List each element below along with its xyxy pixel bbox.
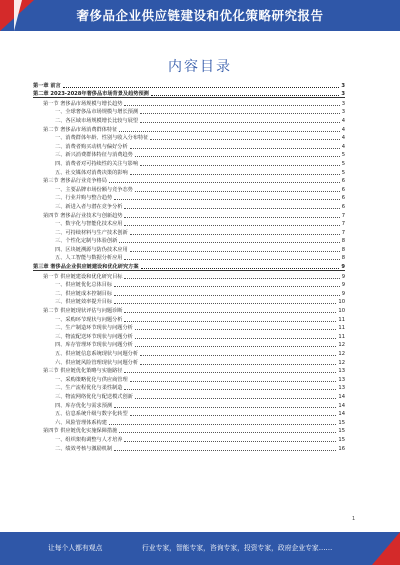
toc-entry-title: 二、消费者购买动机与偏好分析: [55, 143, 128, 150]
toc-entry-page: 7: [341, 229, 345, 236]
toc-entry-page: 5: [341, 160, 345, 167]
toc-entry-page: 5: [341, 152, 345, 159]
toc-entry-title: 一、主要品牌市场份额与竞争态势: [55, 186, 133, 193]
toc-entry-title: 第二节 供应链现状评估与问题诊断: [43, 308, 123, 315]
toc-entry-title: 一、全球奢侈品市场规模与增长预测: [55, 109, 139, 116]
toc-entry[interactable]: [33, 297, 345, 306]
toc-entry-title: 三、新兴消费群体特征与消费趋势: [55, 152, 133, 159]
toc-entry[interactable]: [33, 167, 345, 176]
toc-entry[interactable]: [33, 305, 345, 314]
toc-entry-page: 12: [338, 342, 345, 349]
toc-entry[interactable]: [33, 107, 345, 116]
toc-entry-page: 3: [341, 82, 345, 89]
toc-entry-title: 一、供应链优化总体目标: [55, 282, 113, 289]
toc-entry-page: 11: [338, 316, 345, 323]
toc-entry-title: 二、生产制造环节现状与问题分析: [55, 325, 133, 332]
toc-entry-page: 9: [341, 290, 345, 297]
toc-entry-title: 三、新进入者与潜在竞争分析: [55, 203, 123, 210]
toc-entry[interactable]: [33, 409, 345, 418]
dot-leader: [124, 441, 336, 442]
toc-entry-page: 14: [338, 393, 345, 400]
dot-leader: [150, 139, 339, 140]
dot-leader: [124, 312, 336, 313]
toc-entry-title: 三、个性化定制与体验创新: [55, 238, 118, 245]
report-title: 奢侈品企业供应链建设和优化策略研究报告: [76, 8, 324, 23]
toc-entry-page: 9: [341, 273, 345, 280]
dot-leader: [151, 95, 340, 96]
toc-entry[interactable]: [33, 158, 345, 167]
toc-entry-page: 14: [338, 402, 345, 409]
toc-entry[interactable]: [33, 133, 345, 142]
dot-leader: [124, 278, 339, 279]
toc-entry[interactable]: [33, 210, 345, 219]
toc-entry-title: 四、消费者对可持续性的关注与影响: [55, 160, 139, 167]
dot-leader: [109, 424, 337, 425]
dot-leader: [135, 156, 340, 157]
toc-entry-page: 6: [341, 203, 345, 210]
toc-entry-title: 第二章 2023-2028年奢侈品市场背景及趋势预测: [33, 91, 149, 98]
toc-entry[interactable]: [33, 141, 345, 150]
toc-entry-title: 第三节 供应链优化策略与实施路径: [43, 368, 123, 375]
toc-entry[interactable]: [33, 193, 345, 202]
toc-entry[interactable]: [33, 288, 345, 297]
toc-entry[interactable]: [33, 115, 345, 124]
toc-entry-page: 10: [338, 299, 345, 306]
toc-entry[interactable]: [33, 244, 345, 253]
toc-entry[interactable]: [33, 434, 345, 443]
dot-leader: [135, 338, 337, 339]
dot-leader: [119, 432, 336, 433]
dot-leader: [135, 398, 337, 399]
toc-entry-title: 二、各区域市场规模增长比较与展望: [55, 117, 139, 124]
toc-entry-title: 第一节 供应链建设和优化研究目标: [43, 273, 123, 280]
toc-entry-title: 三、物流网络优化与配送模式创新: [55, 393, 133, 400]
toc-entry[interactable]: [33, 331, 345, 340]
toc-entry-title: 四、区块链溯源与防伪技术应用: [55, 246, 128, 253]
toc-entry-page: 7: [341, 221, 345, 228]
toc-entry-page: 4: [341, 126, 345, 133]
toc-entry-title: 一、采购环节现状与问题分析: [55, 316, 123, 323]
toc-entry[interactable]: [33, 400, 345, 409]
toc-entry-title: 五、人工智能与数据分析应用: [55, 255, 123, 262]
toc-entry-title: 六、供应链风险管理现状与问题分析: [55, 359, 139, 366]
toc-entry-title: 二、可持续材料与生产技术创新: [55, 229, 128, 236]
dot-leader: [135, 191, 340, 192]
toc-entry-page: 8: [341, 238, 345, 245]
toc-entry-page: 9: [341, 264, 345, 271]
toc-entry-title: 第四节 奢侈品行业技术与创新趋势: [43, 212, 123, 219]
toc-entry[interactable]: [33, 261, 345, 270]
footer-experts: 行业专家，智能专家，咨询专家，投资专家，政府企业专家……: [142, 544, 333, 552]
toc-entry[interactable]: [33, 184, 345, 193]
toc-entry[interactable]: [33, 366, 345, 375]
dot-leader: [124, 217, 339, 218]
toc-entry[interactable]: [33, 150, 345, 159]
dot-leader: [140, 364, 336, 365]
dot-leader: [130, 381, 337, 382]
toc-entry-page: 8: [341, 255, 345, 262]
toc-entry[interactable]: [33, 348, 345, 357]
toc-entry-page: 15: [338, 419, 345, 426]
dot-leader: [135, 346, 337, 347]
toc-entry[interactable]: [33, 201, 345, 210]
toc-entry[interactable]: [33, 383, 345, 392]
dot-leader: [124, 208, 339, 209]
toc-entry-page: 7: [341, 212, 345, 219]
dot-leader: [140, 113, 340, 114]
toc-entry-title: 五、信息系统升级与数字化转型: [55, 411, 128, 418]
dot-leader: [119, 242, 339, 243]
toc-entry-title: 二、供应链成本控制目标: [55, 290, 113, 297]
dot-leader: [124, 105, 339, 106]
toc-entry-page: 6: [341, 186, 345, 193]
toc-entry[interactable]: [33, 176, 345, 185]
toc-entry-title: 第三章 奢侈品企业供应链建设和优化研究方案: [33, 264, 139, 271]
toc-entry-title: 二、生产流程优化与柔性制造: [55, 385, 123, 392]
toc-entry-title: 三、物流配送环节现状与问题分析: [55, 333, 133, 340]
toc-entry[interactable]: [33, 219, 345, 228]
toc-entry-page: 3: [341, 109, 345, 116]
toc-entry[interactable]: [33, 357, 345, 366]
toc-entry[interactable]: [33, 253, 345, 262]
toc-entry[interactable]: [33, 271, 345, 280]
dot-leader: [135, 329, 337, 330]
dot-leader: [141, 268, 340, 269]
dot-leader: [130, 174, 340, 175]
toc-entry-title: 第四节 供应链优化实施保障措施: [43, 428, 118, 435]
toc-entry[interactable]: [33, 124, 345, 133]
dot-leader: [130, 415, 337, 416]
toc-entry-title: 四、库存优化与需求预测: [55, 402, 113, 409]
toc-entry-title: 第三节 奢侈品行业竞争格局: [43, 178, 107, 185]
toc-entry[interactable]: [33, 80, 345, 89]
toc-entry-page: 14: [338, 411, 345, 418]
dot-leader: [124, 259, 339, 260]
toc-entry[interactable]: [33, 443, 345, 452]
toc-entry-title: 第二节 奢侈品市场消费群体特征: [43, 126, 118, 133]
footer-red-accent: [372, 532, 400, 565]
toc-entry[interactable]: [33, 227, 345, 236]
toc-entry-page: 13: [338, 385, 345, 392]
dot-leader: [63, 87, 340, 88]
toc-entry-title: 三、供应链效率提升目标: [55, 299, 113, 306]
toc-entry-page: 8: [341, 246, 345, 253]
toc-entry-title: 五、供应链信息系统现状与问题分析: [55, 351, 139, 357]
toc-entry-page: 10: [338, 308, 345, 315]
toc-entry-title: 二、绩效考核与激励机制: [55, 445, 113, 452]
footer-banner: [0, 532, 400, 565]
toc-entry-title: 二、行业并购与整合趋势: [55, 195, 113, 202]
toc-entry-title: 一、消费群体年龄、性别与收入分布特征: [55, 135, 149, 142]
dot-leader: [114, 407, 336, 408]
toc-entry-title: 一、组织架构调整与人才培养: [55, 436, 123, 443]
toc-entry-page: 4: [341, 117, 345, 124]
toc-entry[interactable]: [33, 374, 345, 383]
dot-leader: [109, 182, 340, 183]
toc-entry-page: 12: [338, 359, 345, 366]
dot-leader: [114, 303, 336, 304]
dot-leader: [130, 251, 340, 252]
table-of-contents: [33, 80, 345, 452]
footer-slogan: 让每个人都有观点: [48, 544, 103, 552]
toc-entry[interactable]: [33, 340, 345, 349]
dot-leader: [140, 165, 340, 166]
toc-entry-page: 12: [338, 351, 345, 357]
toc-entry[interactable]: [33, 280, 345, 289]
dot-leader: [124, 372, 336, 373]
toc-entry[interactable]: [33, 236, 345, 245]
toc-entry-page: 3: [341, 100, 345, 107]
toc-entry-page: 13: [338, 376, 345, 383]
toc-entry[interactable]: [33, 314, 345, 323]
toc-entry-page: 15: [338, 436, 345, 443]
toc-entry-title: 一、数字化与智能化技术应用: [55, 221, 123, 228]
toc-entry[interactable]: [33, 391, 345, 400]
toc-entry-page: 11: [338, 333, 345, 340]
dot-leader: [130, 234, 340, 235]
toc-entry-page: 16: [338, 445, 345, 452]
toc-entry-title: 第一节 奢侈品市场规模与增长趋势: [43, 100, 123, 107]
dot-leader: [124, 321, 336, 322]
toc-entry[interactable]: [33, 426, 345, 435]
dot-leader: [119, 131, 339, 132]
dot-leader: [124, 389, 336, 390]
toc-entry-title: 一、采购策略优化与供应商管理: [55, 376, 128, 383]
toc-entry[interactable]: [33, 323, 345, 332]
dot-leader: [124, 225, 339, 226]
toc-entry-page: 13: [338, 368, 345, 375]
toc-entry-title: 六、风险管理体系构建: [55, 419, 107, 426]
dot-leader: [130, 148, 340, 149]
toc-heading: 内容目录: [168, 59, 232, 75]
toc-entry-page: 11: [338, 325, 345, 332]
dot-leader: [140, 122, 340, 123]
dot-leader: [114, 295, 340, 296]
dot-leader: [114, 199, 340, 200]
toc-entry-title: 四、库存管理环节现状与问题分析: [55, 342, 133, 349]
toc-entry-page: 15: [338, 428, 345, 435]
dot-leader: [114, 286, 340, 287]
toc-entry-page: 9: [341, 282, 345, 289]
toc-entry[interactable]: [33, 417, 345, 426]
page-number: 1: [352, 516, 356, 522]
toc-entry-page: 4: [341, 143, 345, 150]
toc-entry-title: 五、社交媒体对消费决策的影响: [55, 169, 128, 176]
toc-entry-page: 3: [341, 91, 345, 98]
toc-entry-page: 6: [341, 195, 345, 202]
toc-entry-title: 第一章 前言: [33, 82, 61, 89]
dot-leader: [114, 450, 336, 451]
toc-entry[interactable]: [33, 98, 345, 107]
toc-entry-page: 5: [341, 169, 345, 176]
header-banner: [0, 0, 400, 31]
dot-leader: [140, 355, 336, 356]
toc-entry-page: 6: [341, 178, 345, 185]
toc-entry[interactable]: [33, 89, 345, 98]
toc-entry-page: 4: [341, 135, 345, 142]
